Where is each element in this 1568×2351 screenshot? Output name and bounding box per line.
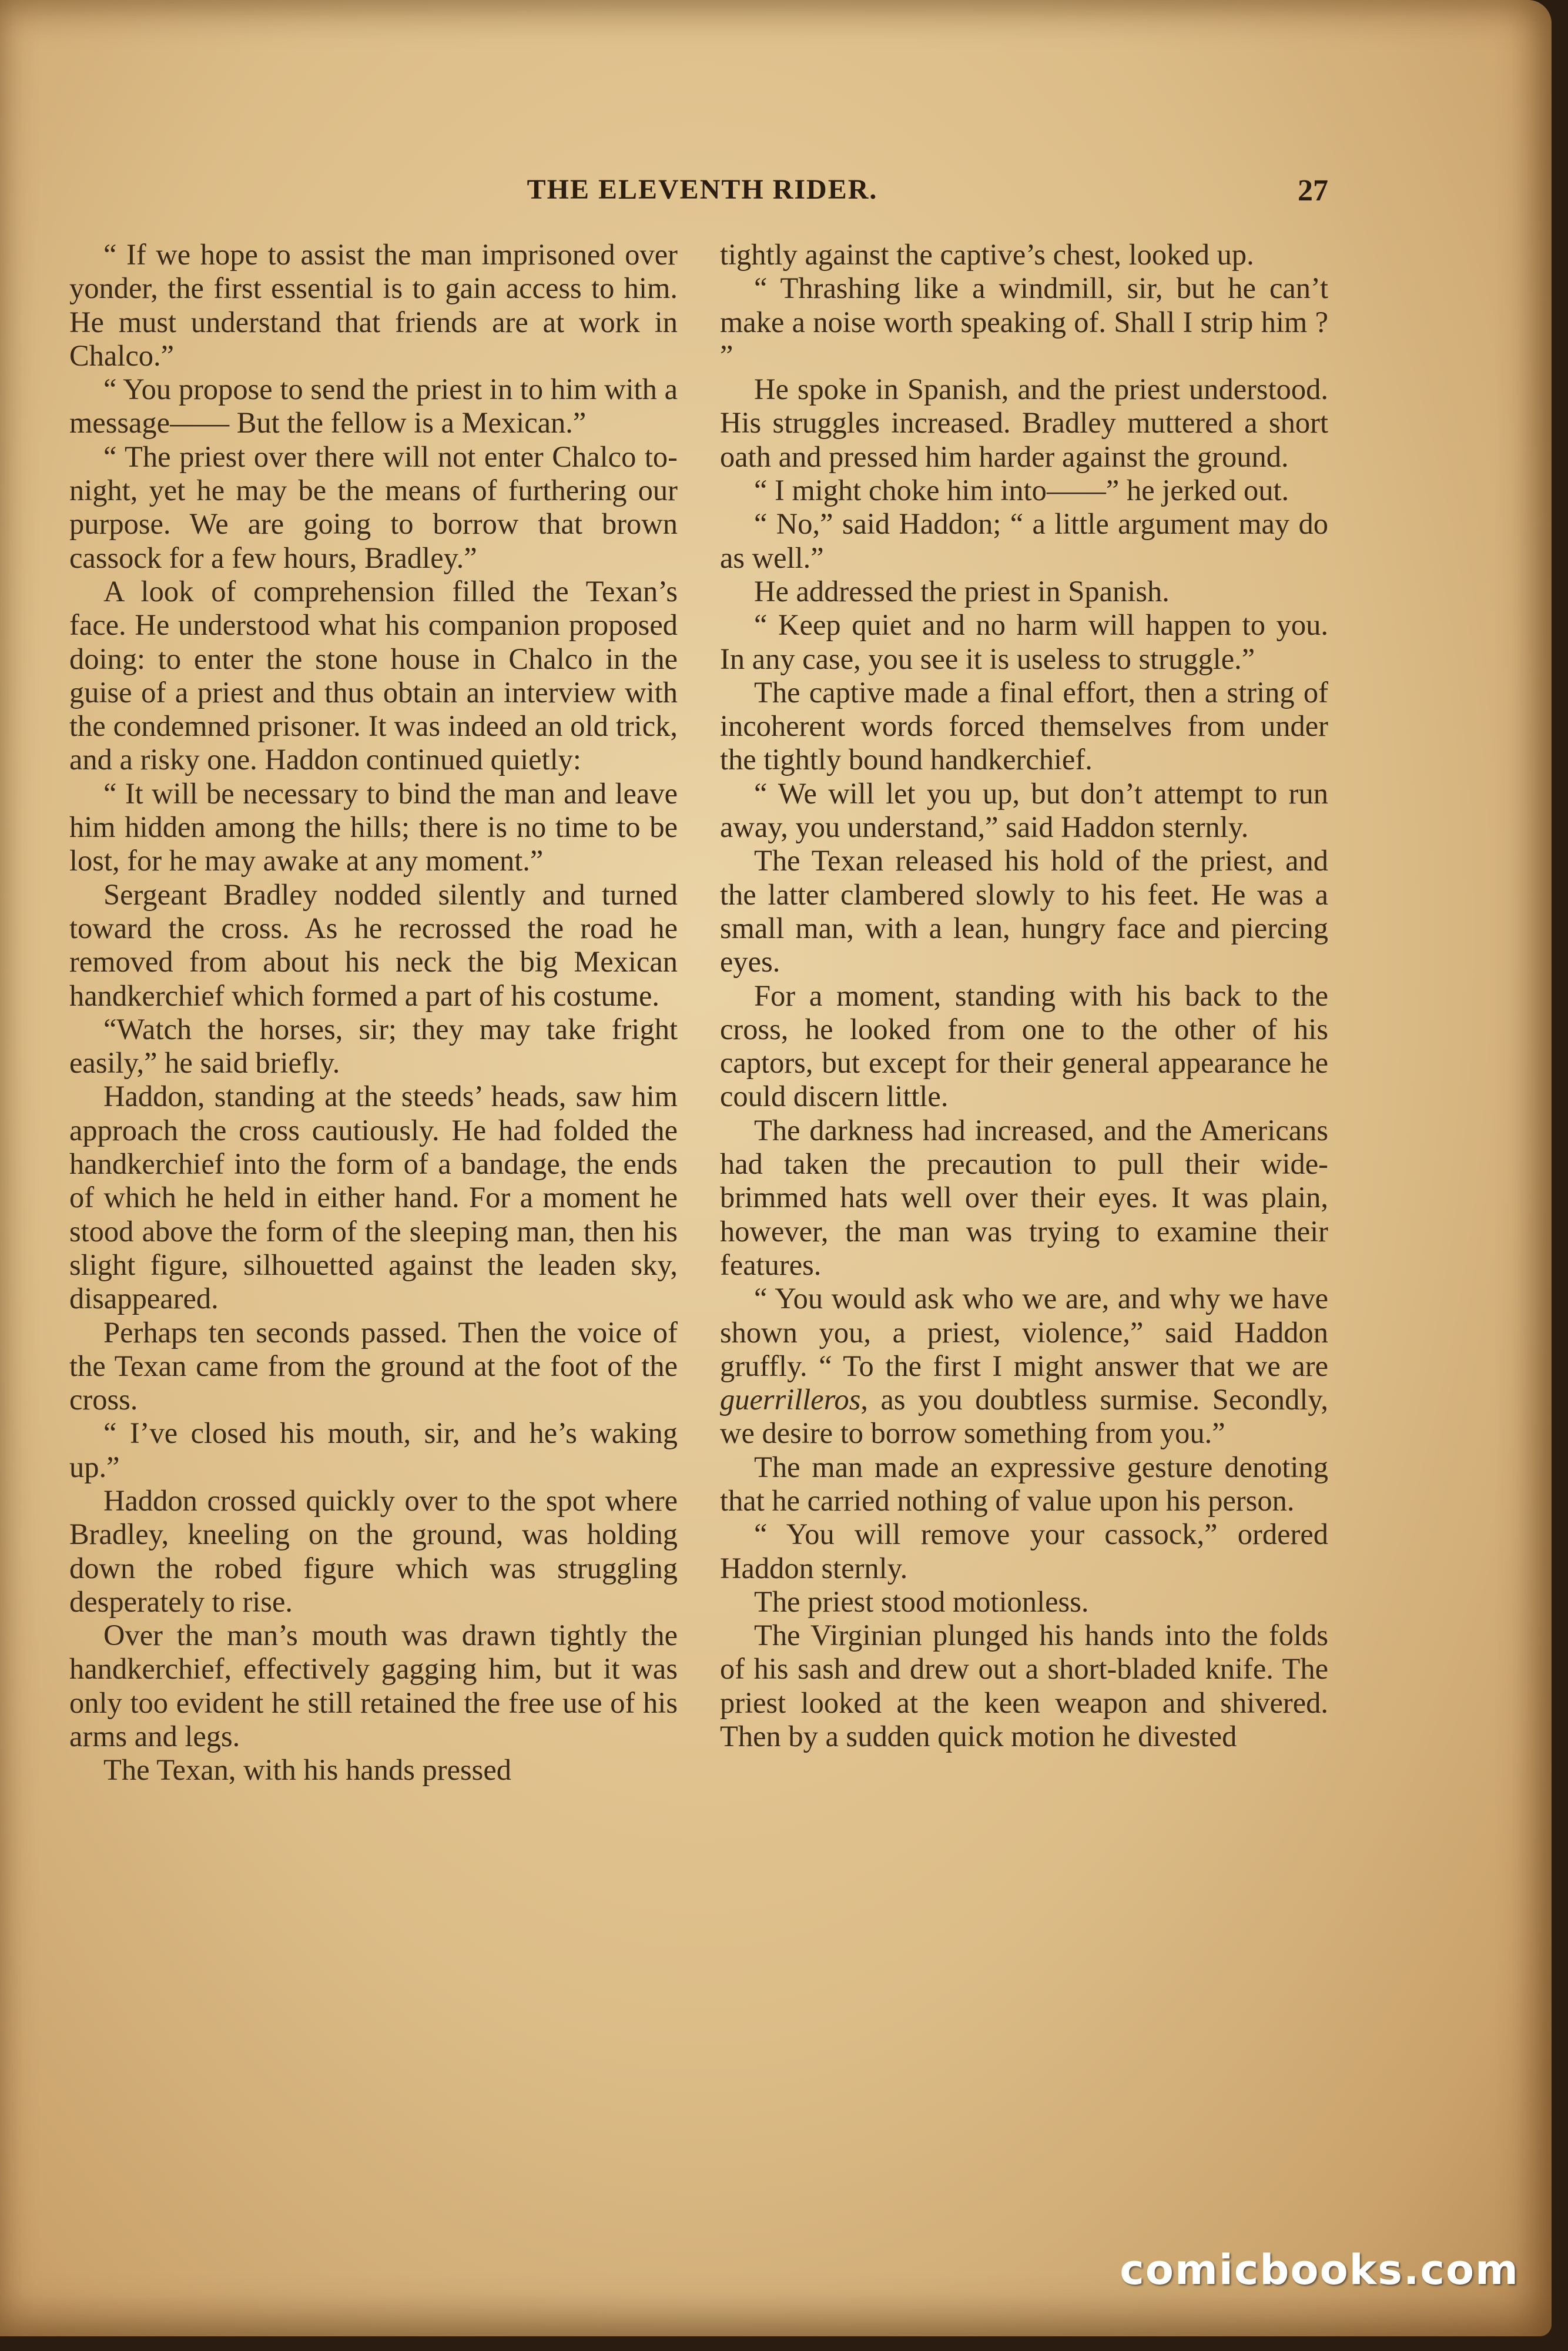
- paragraph: The Texan released his hold of the priest, and the latter clambered slowly to his feet. He was a small man, with a lean, hungry face and piercing eyes.: [720, 844, 1328, 979]
- paragraph: The Texan, with his hands pressed: [103, 1753, 511, 1787]
- right-column: [720, 238, 1328, 1753]
- paragraph: The man made an expressive gesture denoting that he carried nothing of value upon his person.: [720, 1450, 1328, 1517]
- paragraph: “ You will remove your cassock,” ordered Haddon sternly.: [720, 1518, 1328, 1585]
- paragraph: “ I’ve closed his mouth, sir, and he’s waking up.”: [69, 1416, 678, 1483]
- paragraph: He spoke in Spanish, and the priest understood. His struggles increased. Bradley muttered a short oath and pressed him harder against the ground.: [720, 373, 1328, 473]
- paragraph: “ It will be necessary to bind the man and leave him hidden among the hills; there is no time to be lost, for he may awake at any moment.”: [69, 776, 678, 878]
- paragraph: For a moment, standing with his back to the cross, he looked from one to the other of his captors, but except for their general appearance he could discern little.: [720, 979, 1328, 1113]
- paragraph: Sergeant Bradley nodded silently and turned toward the cross. As he recrossed the road he removed from about his neck the big Mexican handkerchief which formed a part of his costume.: [69, 878, 678, 1012]
- page-number: 27: [1298, 174, 1328, 207]
- paragraph: “ The priest over there will not enter Chalco to-night, yet he may be the means of furthering our purpose. We are going to borrow that brown cassock for a few hours, Bradley.”: [69, 440, 678, 574]
- paragraph: “Watch the horses, sir; they may take fright easily,” he said briefly.: [69, 1012, 678, 1080]
- paragraph: Over the man’s mouth was drawn tightly the handkerchief, effectively gagging him, but it was only too evident he still retained the free use of his arms and legs.: [69, 1619, 678, 1753]
- paragraph: The captive made a final effort, then a string of incoherent words forced themselves from under the tightly bound handkerchief.: [720, 675, 1328, 776]
- paragraph: A look of comprehension filled the Texan’s face. He understood what his companion proposed doing: to enter the stone house in Chalco in the guise of a priest and thus obtain an interview with the condemned prisoner. It was indeed an old trick, and a risky one. Haddon continued quietly:: [69, 574, 678, 776]
- running-head: [76, 173, 1328, 215]
- paragraph: “ I might choke him into——” he jerked out.: [754, 474, 1289, 507]
- paragraph: “ You propose to send the priest in to him with a message—— But the fellow is a Mexican.”: [69, 373, 678, 440]
- italic-term: guerrilleros: [720, 1383, 861, 1416]
- paragraph: The darkness had increased, and the Americans had taken the precaution to pull their wide-brimmed hats well over their eyes. It was plain, however, the man was trying to examine their features.: [720, 1113, 1328, 1281]
- paragraph: Perhaps ten seconds passed. Then the voice of the Texan came from the ground at the foot of the cross.: [69, 1315, 678, 1416]
- paragraph-with-italic: [720, 1282, 1328, 1450]
- paragraph: “ If we hope to assist the man imprisoned over yonder, the first essential is to gain access to him. He must understand that friends are at work in Chalco.”: [69, 238, 678, 372]
- text-run: , as you doubtless surmise. Secondly, we desire to borrow something from you.”: [720, 1383, 1328, 1450]
- paragraph: The priest stood motionless.: [754, 1585, 1089, 1618]
- left-column: [69, 238, 678, 1787]
- paragraph: The Virginian plunged his hands into the folds of his sash and drew out a short-bladed knife. The priest looked at the keen weapon and shivered. Then by a sudden quick motion he divested: [720, 1619, 1328, 1753]
- text-run: “ You would ask who we are, and why we have shown you, a priest, violence,” said Haddon gruffly. “ To the first I might answer that we are: [720, 1282, 1328, 1382]
- paragraph: tightly against the captive’s chest, looked up.: [720, 238, 1254, 271]
- paragraph: Haddon, standing at the steeds’ heads, saw him approach the cross cautiously. He had folded the handkerchief into the form of a bandage, the ends of which he held in either hand. For a moment he stood above the form of the sleeping man, then his slight figure, silhouetted against the leaden sky, disappeared.: [69, 1080, 678, 1315]
- paragraph: “ Thrashing like a windmill, sir, but he can’t make a noise worth speaking of. Shall I strip him ? ”: [720, 272, 1328, 372]
- paragraph: “ No,” said Haddon; “ a little argument may do as well.”: [720, 507, 1328, 574]
- paragraph: “ Keep quiet and no harm will happen to you. In any case, you see it is useless to struggle.”: [720, 608, 1328, 675]
- running-head-title: THE ELEVENTH RIDER.: [527, 174, 878, 205]
- paragraph: Haddon crossed quickly over to the spot where Bradley, kneeling on the ground, was holding down the robed figure which was struggling desperately to rise.: [69, 1483, 678, 1618]
- paragraph: “ We will let you up, but don’t attempt to run away, you understand,” said Haddon sternly.: [720, 776, 1328, 844]
- paragraph: He addressed the priest in Spanish.: [754, 574, 1170, 608]
- site-watermark: comicbooks.com: [1120, 2246, 1519, 2294]
